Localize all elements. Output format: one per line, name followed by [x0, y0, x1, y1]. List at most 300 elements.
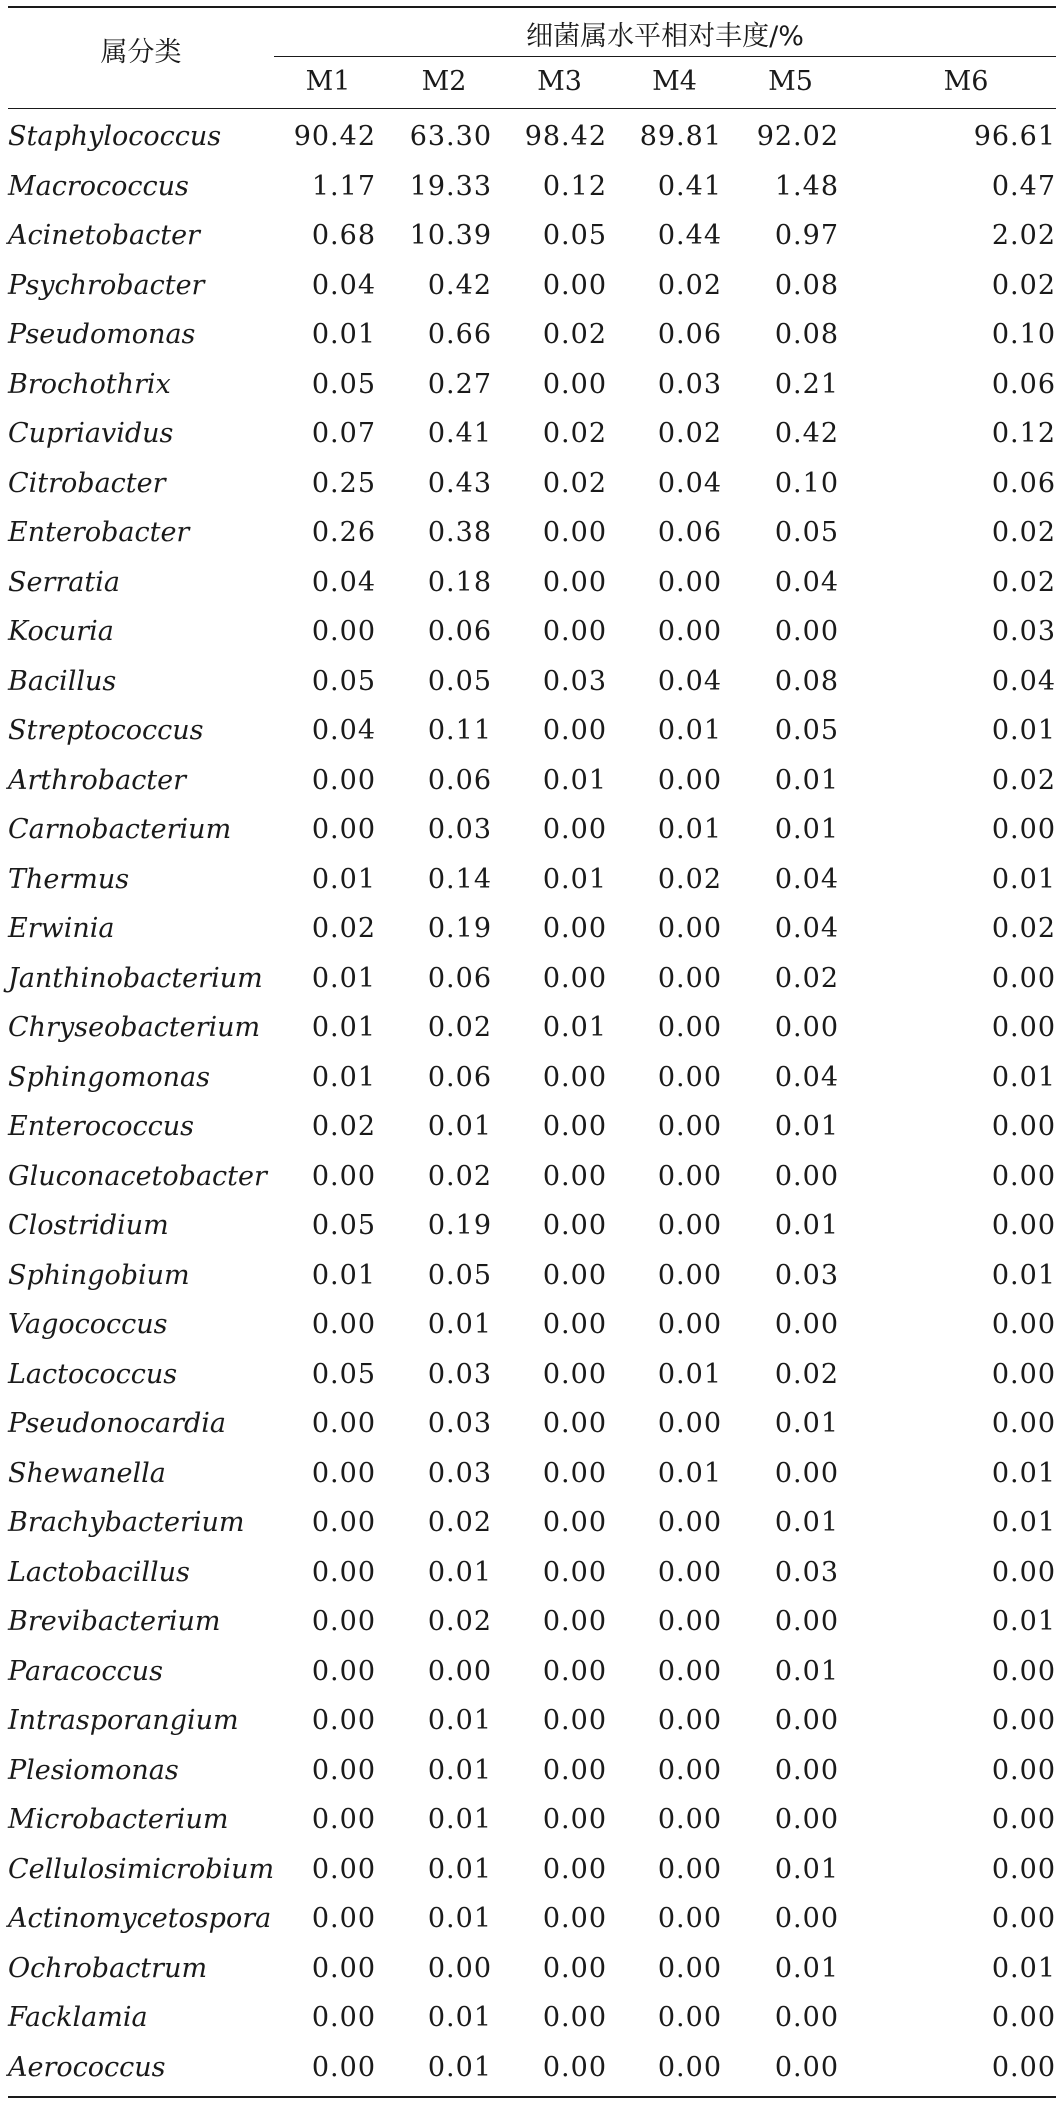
abundance-value-m2: 0.01: [427, 1556, 492, 1588]
abundance-value-m3: 0.00: [542, 715, 607, 747]
table-row: [8, 657, 1056, 707]
genus-name: Enterococcus: [8, 1111, 194, 1143]
abundance-value-m5: 0.01: [774, 1210, 839, 1242]
abundance-value-m5: 0.00: [774, 616, 839, 648]
abundance-value-m3: 0.00: [542, 1061, 607, 1093]
abundance-value-m4: 0.01: [657, 1457, 722, 1489]
abundance-value-m3: 0.00: [542, 962, 607, 994]
abundance-value-m4: 0.06: [657, 319, 722, 351]
abundance-value-m6: 0.01: [991, 715, 1056, 747]
column-header-m4: M4: [652, 66, 697, 97]
genus-name: Psychrobacter: [8, 269, 205, 301]
abundance-value-m2: 0.03: [427, 814, 492, 846]
abundance-value-m1: 0.00: [311, 1754, 376, 1786]
table-row: [8, 2043, 1056, 2093]
table-body: [8, 112, 1056, 2092]
abundance-value-m3: 0.01: [542, 764, 607, 796]
genus-name: Pseudonocardia: [8, 1408, 226, 1440]
abundance-value-m1: 0.26: [311, 517, 376, 549]
data-table: [8, 112, 1056, 2092]
abundance-value-m3: 0.00: [542, 1556, 607, 1588]
abundance-value-m6: 0.00: [991, 962, 1056, 994]
table-row: [8, 1746, 1056, 1796]
genus-name: Thermus: [8, 863, 130, 895]
table-row: [8, 1498, 1056, 1548]
abundance-value-m2: 0.38: [427, 517, 492, 549]
abundance-value-m1: 0.01: [311, 863, 376, 895]
abundance-value-m6: 0.00: [991, 2051, 1056, 2083]
abundance-value-m3: 0.00: [542, 1309, 607, 1341]
abundance-value-m3: 0.00: [542, 913, 607, 945]
abundance-value-m2: 0.05: [427, 1259, 492, 1291]
genus-name: Bacillus: [8, 665, 117, 697]
abundance-value-m2: 0.06: [427, 962, 492, 994]
table-row: [8, 756, 1056, 806]
abundance-value-m6: 0.00: [991, 1655, 1056, 1687]
abundance-value-m1: 0.00: [311, 814, 376, 846]
abundance-value-m5: 0.05: [774, 517, 839, 549]
abundance-value-m4: 0.00: [657, 1111, 722, 1143]
abundance-value-m2: 0.01: [427, 1853, 492, 1885]
abundance-value-m6: 0.00: [991, 1111, 1056, 1143]
abundance-value-m5: 0.01: [774, 1655, 839, 1687]
abundance-value-m5: 0.08: [774, 319, 839, 351]
abundance-value-m1: 0.05: [311, 368, 376, 400]
genus-name: Clostridium: [8, 1210, 169, 1242]
table-row: [8, 1647, 1056, 1697]
abundance-value-m3: 0.00: [542, 814, 607, 846]
abundance-value-m3: 0.00: [542, 1705, 607, 1737]
table-row: [8, 1449, 1056, 1499]
abundance-value-m1: 0.02: [311, 1111, 376, 1143]
abundance-value-m6: 0.02: [991, 566, 1056, 598]
genus-name: Paracoccus: [8, 1655, 163, 1687]
abundance-value-m5: 92.02: [756, 121, 839, 153]
abundance-value-m6: 0.47: [991, 170, 1056, 202]
abundance-value-m3: 0.00: [542, 1606, 607, 1638]
abundance-value-m2: 0.01: [427, 1903, 492, 1935]
abundance-value-m4: 0.00: [657, 1606, 722, 1638]
abundance-value-m4: 0.04: [657, 665, 722, 697]
abundance-value-m5: 0.00: [774, 1012, 839, 1044]
abundance-value-m2: 0.01: [427, 2051, 492, 2083]
abundance-value-m1: 0.01: [311, 962, 376, 994]
abundance-value-m2: 0.11: [427, 715, 492, 747]
genus-name: Brochothrix: [8, 368, 171, 400]
abundance-value-m4: 0.06: [657, 517, 722, 549]
genus-name: Citrobacter: [8, 467, 166, 499]
abundance-value-m2: 0.14: [427, 863, 492, 895]
abundance-value-m1: 0.00: [311, 2051, 376, 2083]
abundance-value-m2: 10.39: [409, 220, 492, 252]
abundance-value-m2: 0.43: [427, 467, 492, 499]
abundance-value-m6: 0.06: [991, 368, 1056, 400]
abundance-value-m5: 0.00: [774, 1160, 839, 1192]
abundance-value-m6: 0.01: [991, 1061, 1056, 1093]
abundance-value-m1: 0.00: [311, 2002, 376, 2034]
column-header-m2: M2: [421, 66, 467, 97]
abundance-value-m4: 0.00: [657, 566, 722, 598]
abundance-value-m1: 0.00: [311, 1853, 376, 1885]
abundance-value-m5: 0.10: [774, 467, 839, 499]
abundance-value-m1: 0.00: [311, 1507, 376, 1539]
abundance-value-m4: 0.00: [657, 1952, 722, 1984]
abundance-value-m5: 0.00: [774, 1705, 839, 1737]
table-row: [8, 1795, 1056, 1845]
genus-name: Enterobacter: [8, 517, 190, 549]
table-row: [8, 706, 1056, 756]
abundance-value-m5: 0.00: [774, 1903, 839, 1935]
abundance-value-m1: 0.00: [311, 1309, 376, 1341]
genus-name: Lactobacillus: [8, 1556, 190, 1588]
abundance-value-m3: 0.03: [542, 665, 607, 697]
abundance-value-m3: 0.00: [542, 1903, 607, 1935]
abundance-value-m4: 0.00: [657, 962, 722, 994]
abundance-value-m2: 0.66: [427, 319, 492, 351]
genus-name: Staphylococcus: [8, 121, 222, 153]
abundance-value-m6: 0.12: [991, 418, 1056, 450]
abundance-value-m2: 0.27: [427, 368, 492, 400]
abundance-value-m2: 0.01: [427, 1754, 492, 1786]
abundance-value-m2: 0.03: [427, 1358, 492, 1390]
abundance-value-m6: 0.00: [991, 1358, 1056, 1390]
table-row: [8, 1350, 1056, 1400]
abundance-value-m4: 0.01: [657, 1358, 722, 1390]
table-row: [8, 954, 1056, 1004]
abundance-value-m4: 89.81: [639, 121, 722, 153]
genus-name: Shewanella: [8, 1457, 166, 1489]
genus-name: Erwinia: [8, 913, 115, 945]
table-row: [8, 261, 1056, 311]
abundance-value-m5: 0.05: [774, 715, 839, 747]
abundance-value-m2: 0.01: [427, 1804, 492, 1836]
table-row: [8, 1597, 1056, 1647]
genus-name: Brachybacterium: [8, 1507, 245, 1539]
abundance-value-m4: 0.00: [657, 1012, 722, 1044]
abundance-value-m2: 0.05: [427, 665, 492, 697]
table-row: [8, 1399, 1056, 1449]
abundance-value-m1: 0.00: [311, 1655, 376, 1687]
abundance-value-m5: 0.08: [774, 269, 839, 301]
genus-name: Facklamia: [8, 2002, 148, 2034]
abundance-value-m4: 0.00: [657, 1705, 722, 1737]
abundance-value-m1: 0.07: [311, 418, 376, 450]
table-row: [8, 112, 1056, 162]
abundance-value-m5: 0.00: [774, 1457, 839, 1489]
table-row: [8, 1251, 1056, 1301]
abundance-value-m3: 98.42: [524, 121, 607, 153]
abundance-value-m3: 0.00: [542, 2002, 607, 2034]
abundance-value-m4: 0.00: [657, 913, 722, 945]
abundance-value-m5: 0.01: [774, 1111, 839, 1143]
abundance-value-m1: 0.25: [311, 467, 376, 499]
genus-name: Gluconacetobacter: [8, 1160, 267, 1192]
abundance-value-m5: 0.00: [774, 1754, 839, 1786]
abundance-value-m5: 1.48: [774, 170, 839, 202]
abundance-value-m2: 63.30: [409, 121, 492, 153]
abundance-value-m3: 0.00: [542, 1804, 607, 1836]
column-header-m3: M3: [537, 66, 582, 97]
abundance-value-m2: 0.02: [427, 1160, 492, 1192]
table-row: [8, 1894, 1056, 1944]
genus-name: Sphingobium: [8, 1259, 190, 1291]
abundance-value-m5: 0.04: [774, 1061, 839, 1093]
table-row: [8, 1053, 1056, 1103]
abundance-value-m2: 0.06: [427, 1061, 492, 1093]
abundance-value-m4: 0.04: [657, 467, 722, 499]
abundance-value-m5: 0.01: [774, 1507, 839, 1539]
abundance-value-m3: 0.00: [542, 616, 607, 648]
abundance-value-m2: 0.01: [427, 1111, 492, 1143]
abundance-value-m3: 0.00: [542, 1111, 607, 1143]
abundance-value-m2: 0.02: [427, 1606, 492, 1638]
group-rule: [274, 56, 1056, 57]
genus-name: Cupriavidus: [8, 418, 174, 450]
abundance-value-m1: 0.00: [311, 764, 376, 796]
abundance-value-m1: 0.00: [311, 1952, 376, 1984]
abundance-value-m4: 0.00: [657, 1804, 722, 1836]
abundance-value-m5: 0.03: [774, 1556, 839, 1588]
abundance-value-m6: 0.00: [991, 1853, 1056, 1885]
genus-name: Streptococcus: [8, 715, 204, 747]
abundance-value-m3: 0.00: [542, 1952, 607, 1984]
abundance-group-header: 细菌属水平相对丰度/%: [526, 21, 804, 52]
abundance-value-m5: 0.01: [774, 1853, 839, 1885]
abundance-value-m5: 0.04: [774, 566, 839, 598]
abundance-value-m3: 0.00: [542, 1160, 607, 1192]
genus-name: Chryseobacterium: [8, 1012, 261, 1044]
table-row: [8, 459, 1056, 509]
abundance-value-m6: 0.01: [991, 1457, 1056, 1489]
abundance-value-m5: 0.01: [774, 1952, 839, 1984]
abundance-value-m6: 0.00: [991, 1556, 1056, 1588]
abundance-value-m1: 0.00: [311, 1705, 376, 1737]
abundance-value-m6: 0.00: [991, 1012, 1056, 1044]
table-row: [8, 360, 1056, 410]
table-row: [8, 1548, 1056, 1598]
abundance-value-m6: 0.01: [991, 1606, 1056, 1638]
table-row: [8, 211, 1056, 261]
abundance-value-m2: 0.03: [427, 1408, 492, 1440]
abundance-value-m2: 0.02: [427, 1507, 492, 1539]
abundance-value-m5: 0.04: [774, 913, 839, 945]
abundance-value-m1: 0.05: [311, 1210, 376, 1242]
abundance-value-m3: 0.01: [542, 863, 607, 895]
abundance-value-m5: 0.01: [774, 1408, 839, 1440]
genus-name: Macrococcus: [8, 170, 189, 202]
genus-name: Acinetobacter: [8, 220, 200, 252]
abundance-value-m2: 0.02: [427, 1012, 492, 1044]
abundance-value-m5: 0.00: [774, 2051, 839, 2083]
abundance-value-m5: 0.08: [774, 665, 839, 697]
abundance-value-m4: 0.41: [657, 170, 722, 202]
abundance-value-m3: 0.00: [542, 1507, 607, 1539]
abundance-value-m1: 1.17: [311, 170, 376, 202]
genus-name: Aerococcus: [8, 2051, 166, 2083]
abundance-value-m5: 0.02: [774, 962, 839, 994]
genus-name: Arthrobacter: [8, 764, 187, 796]
abundance-value-m3: 0.00: [542, 1754, 607, 1786]
abundance-value-m3: 0.00: [542, 566, 607, 598]
abundance-value-m3: 0.00: [542, 2051, 607, 2083]
abundance-value-m1: 0.01: [311, 319, 376, 351]
abundance-value-m1: 0.05: [311, 665, 376, 697]
abundance-value-m6: 0.02: [991, 913, 1056, 945]
abundance-value-m6: 0.00: [991, 814, 1056, 846]
abundance-value-m6: 0.01: [991, 863, 1056, 895]
abundance-value-m1: 0.68: [311, 220, 376, 252]
abundance-value-m4: 0.00: [657, 1160, 722, 1192]
table-row: [8, 1944, 1056, 1994]
abundance-value-m4: 0.00: [657, 1408, 722, 1440]
abundance-value-m3: 0.02: [542, 319, 607, 351]
abundance-value-m1: 0.00: [311, 1457, 376, 1489]
abundance-value-m6: 0.00: [991, 1160, 1056, 1192]
abundance-value-m6: 0.01: [991, 1259, 1056, 1291]
abundance-value-m4: 0.02: [657, 418, 722, 450]
abundance-value-m6: 0.02: [991, 517, 1056, 549]
abundance-value-m2: 0.06: [427, 764, 492, 796]
abundance-value-m2: 0.01: [427, 2002, 492, 2034]
genus-name: Carnobacterium: [8, 814, 232, 846]
abundance-value-m6: 0.01: [991, 1952, 1056, 1984]
table-row: [8, 1845, 1056, 1895]
abundance-value-m2: 0.01: [427, 1705, 492, 1737]
table-row: [8, 855, 1056, 905]
genus-name: Cellulosimicrobium: [8, 1853, 275, 1885]
abundance-value-m6: 0.02: [991, 764, 1056, 796]
abundance-value-m4: 0.03: [657, 368, 722, 400]
genus-column-header: 属分类: [100, 37, 182, 68]
abundance-value-m5: 0.00: [774, 1606, 839, 1638]
abundance-value-m3: 0.00: [542, 368, 607, 400]
table-row: [8, 1152, 1056, 1202]
table-row: [8, 409, 1056, 459]
abundance-value-m2: 0.18: [427, 566, 492, 598]
bottom-rule: [8, 2096, 1056, 2098]
header-rule: [8, 108, 1056, 109]
abundance-value-m1: 0.00: [311, 1556, 376, 1588]
genus-name: Pseudomonas: [8, 319, 196, 351]
abundance-value-m2: 0.41: [427, 418, 492, 450]
abundance-value-m2: 0.03: [427, 1457, 492, 1489]
abundance-value-m6: 0.00: [991, 1903, 1056, 1935]
abundance-value-m3: 0.00: [542, 1408, 607, 1440]
abundance-value-m4: 0.02: [657, 269, 722, 301]
abundance-value-m5: 0.00: [774, 2002, 839, 2034]
table-row: [8, 1003, 1056, 1053]
table-row: [8, 162, 1056, 212]
abundance-value-m3: 0.00: [542, 1655, 607, 1687]
abundance-value-m4: 0.01: [657, 715, 722, 747]
abundance-value-m3: 0.00: [542, 1853, 607, 1885]
abundance-value-m1: 0.00: [311, 1903, 376, 1935]
abundance-value-m4: 0.00: [657, 1259, 722, 1291]
abundance-value-m3: 0.00: [542, 269, 607, 301]
abundance-value-m4: 0.02: [657, 863, 722, 895]
genus-name: Vagococcus: [8, 1309, 168, 1341]
abundance-value-m2: 0.42: [427, 269, 492, 301]
column-header-m1: M1: [305, 66, 351, 97]
abundance-value-m6: 0.00: [991, 1210, 1056, 1242]
abundance-value-m4: 0.00: [657, 1507, 722, 1539]
abundance-value-m3: 0.01: [542, 1012, 607, 1044]
abundance-value-m4: 0.00: [657, 1754, 722, 1786]
table-row: [8, 904, 1056, 954]
genus-name: Plesiomonas: [8, 1754, 179, 1786]
genus-name: Serratia: [8, 566, 120, 598]
abundance-value-m6: 0.00: [991, 1705, 1056, 1737]
abundance-value-m3: 0.02: [542, 418, 607, 450]
table-row: [8, 1993, 1056, 2043]
top-rule: [8, 6, 1056, 8]
abundance-value-m6: 0.06: [991, 467, 1056, 499]
column-header-m5: M5: [768, 66, 813, 97]
abundance-value-m2: 19.33: [409, 170, 492, 202]
table-row: [8, 310, 1056, 360]
abundance-value-m6: 0.04: [991, 665, 1056, 697]
abundance-value-m3: 0.00: [542, 517, 607, 549]
abundance-value-m6: 0.03: [991, 616, 1056, 648]
abundance-value-m6: 0.01: [991, 1507, 1056, 1539]
abundance-value-m1: 0.00: [311, 1408, 376, 1440]
abundance-value-m4: 0.01: [657, 814, 722, 846]
abundance-value-m1: 0.00: [311, 1606, 376, 1638]
abundance-value-m6: 0.00: [991, 1804, 1056, 1836]
abundance-value-m5: 0.02: [774, 1358, 839, 1390]
abundance-value-m5: 0.01: [774, 764, 839, 796]
table-row: [8, 558, 1056, 608]
abundance-value-m4: 0.44: [657, 220, 722, 252]
genus-name: Kocuria: [8, 616, 114, 648]
abundance-value-m6: 2.02: [991, 220, 1056, 252]
abundance-value-m1: 0.01: [311, 1061, 376, 1093]
abundance-value-m1: 0.01: [311, 1012, 376, 1044]
abundance-value-m5: 0.21: [774, 368, 839, 400]
abundance-value-m1: 0.00: [311, 1804, 376, 1836]
abundance-value-m6: 0.02: [991, 269, 1056, 301]
genus-name: Janthinobacterium: [8, 962, 263, 994]
table-row: [8, 1300, 1056, 1350]
abundance-value-m4: 0.00: [657, 764, 722, 796]
abundance-value-m3: 0.00: [542, 1259, 607, 1291]
abundance-value-m1: 0.05: [311, 1358, 376, 1390]
table-row: [8, 1102, 1056, 1152]
table-row: [8, 607, 1056, 657]
abundance-value-m3: 0.00: [542, 1210, 607, 1242]
abundance-value-m4: 0.00: [657, 1903, 722, 1935]
abundance-value-m5: 0.03: [774, 1259, 839, 1291]
table-row: [8, 1201, 1056, 1251]
table-row: [8, 1696, 1056, 1746]
table-row: [8, 805, 1056, 855]
genus-name: Intrasporangium: [8, 1705, 239, 1737]
abundance-value-m2: 0.19: [427, 1210, 492, 1242]
genus-name: Sphingomonas: [8, 1061, 210, 1093]
genus-name: Brevibacterium: [8, 1606, 221, 1638]
genus-name: Microbacterium: [8, 1804, 229, 1836]
abundance-value-m4: 0.00: [657, 2002, 722, 2034]
abundance-value-m6: 0.00: [991, 1309, 1056, 1341]
abundance-value-m4: 0.00: [657, 2051, 722, 2083]
abundance-value-m1: 0.00: [311, 616, 376, 648]
abundance-value-m6: 96.61: [973, 121, 1056, 153]
abundance-value-m2: 0.06: [427, 616, 492, 648]
abundance-value-m1: 0.04: [311, 566, 376, 598]
column-header-m6: M6: [943, 66, 989, 97]
abundance-value-m3: 0.00: [542, 1358, 607, 1390]
genus-name: Ochrobactrum: [8, 1952, 208, 1984]
